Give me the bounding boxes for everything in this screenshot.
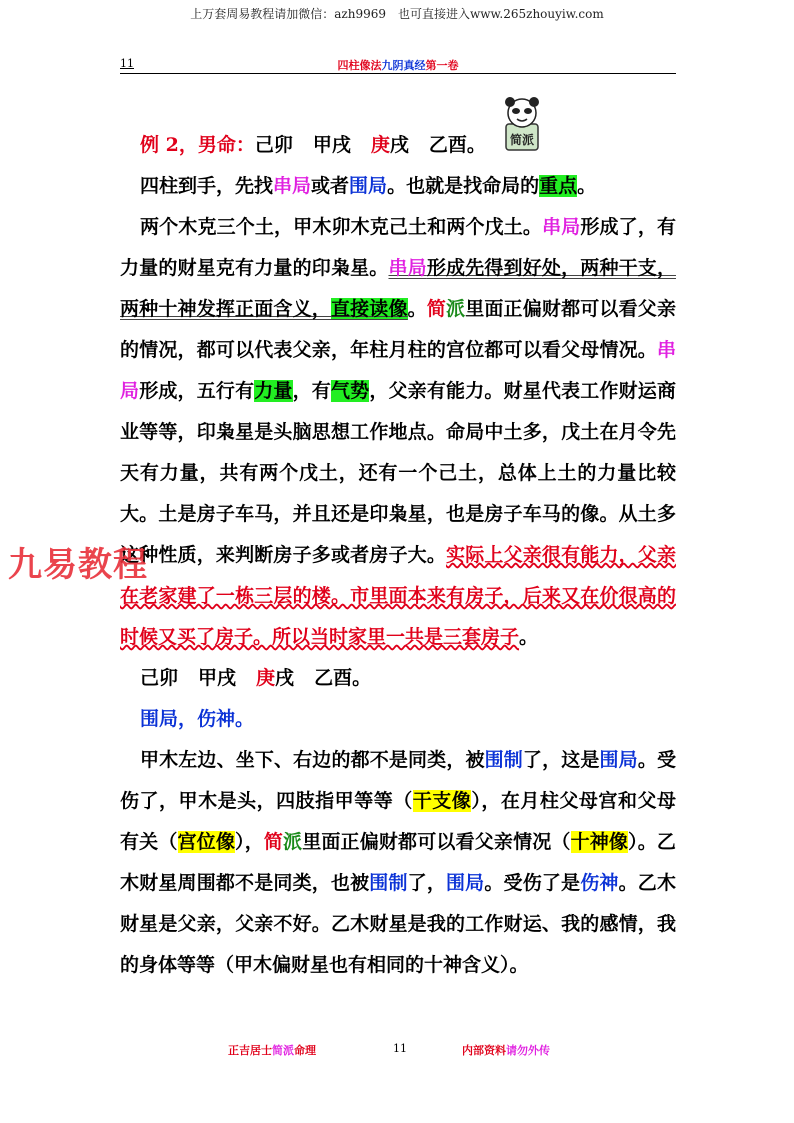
text: ）。乙木财星周围都不是同类，也被 [120,831,676,894]
paragraph-2 [120,207,676,658]
pillar-month: 甲戌 [198,667,237,689]
header-title-part-c: 第一卷 [425,59,459,72]
term-weiju: 围局 [599,749,638,771]
term-chuanju: 串局 [273,175,312,197]
header-title [120,57,676,73]
text: ，有 [292,380,331,402]
example-line [120,125,676,166]
term-palace-image: 宫位像 [177,831,236,853]
main-content [120,125,676,986]
pillar-day-branch: 戌 [275,667,295,689]
text: 甲木左边、坐下、右边的都不是同类，被 [140,749,485,771]
footer-right-a: 内部资料 [462,1044,506,1057]
underlined-text: ，两种干支，两种十神发挥正面含义， [120,257,676,320]
text: ）， [235,831,264,853]
footer-left-c: 命理 [294,1044,316,1057]
term-weizhi: 围制 [484,749,523,771]
term-strength: 力量 [254,380,293,402]
term-pai: 派 [283,831,303,853]
text: 。乙木财星是父亲，父亲不好。乙木财星是我的工作财运、我的感情，我的身体等等（甲木偏财星也有相同的十神含义）。 [120,872,676,976]
text: 。也就是找命局的 [387,175,540,197]
pillar-day-stem: 庚 [256,667,276,689]
text: 了， [407,872,446,894]
pillar-day-branch: 戌 [389,134,409,156]
text: 形成了，有力量的财星克有力量的印枭星。 [120,216,676,279]
subheading-weiju: 围局，伤神。 [140,708,255,730]
term-chuanju: 串局 [542,216,581,238]
text: 四柱到手，先找 [140,175,274,197]
term-momentum: 气势 [330,380,370,402]
footer-right [462,1042,550,1058]
text: ），在月柱父母宫和父母有关（ [120,790,676,853]
paragraph-1 [120,166,676,207]
pillar-year: 己卯 [140,667,179,689]
term-weiju: 围局 [349,175,388,197]
header-page-number: 11 [120,57,134,70]
footer-page-number: 11 [393,1042,407,1055]
pillar-hour: 乙酉。 [428,134,486,156]
term-chuanju: 串局 [388,257,427,279]
term-jian: 简 [426,298,447,320]
term-shangshen: 伤神 [580,872,619,894]
pillar-day-stem: 庚 [370,134,390,156]
top-watermark-note: 上万套周易教程请加微信：azh9969 也可直接进入www.265zhouyiw.com [190,7,604,21]
term-ganzhi-image: 干支像 [412,790,472,812]
paragraph-4 [120,740,676,986]
footer-left-a: 正吉居士 [228,1044,272,1057]
text: 里面正偏财都可以看父亲的情况，都可以代表父亲，年柱月柱的宫位都可以看父母情况。 [120,298,676,361]
mascot-label: 简派 [509,133,535,147]
text: 形成，五行有 [139,380,255,402]
term-weiju: 围局 [446,872,485,894]
text: 里面正偏财都可以看父亲情况（ [302,831,571,853]
footer-left [228,1042,316,1058]
term-key-point: 重点 [539,175,578,197]
example-label: 例 2，男命： [140,134,255,156]
underlined-text: 形成先得到好处 [426,257,562,279]
header-title-part-a: 四柱像法 [337,59,382,72]
text: 两个木克三个土，甲木卯木克己土和两个戊土。 [140,216,543,238]
text: 。受伤了，甲木是头，四肢指甲等等（ [120,749,676,812]
footer-right-b: 请勿外传 [506,1044,550,1057]
text: 。受伤了是 [484,872,581,894]
term-shishen-image: 十神像 [570,831,629,853]
header-title-part-b: 九阴真经 [381,59,426,72]
term-pai: 派 [446,298,466,320]
text: 。 [407,298,427,320]
term-chuanju: 串局 [120,339,676,402]
red-note: 实际上父亲很有能力，父亲在老家建了一栋三层的楼。市里面本来有房子，后来又在价很高的时候又买了房子。所以当时家里一共是三套房子 [120,544,676,648]
term-weizhi: 围制 [369,872,408,894]
text: 或者 [311,175,350,197]
text: 。 [577,175,597,197]
text: ，父亲有能力。财星代表工作财运商业等等，印枭星是头脑思想工作地点。命局中土多，戊土在月令先天有力量，共有两个戊土，还有一个己土，总体上土的力量比较大。土是房子车马，并且还是印枭星，也是房子车马的像。从土多这种性质，来判断房子多或者房子大。 [120,380,676,566]
term-direct-reading: 直接读像 [330,298,408,320]
footer-left-b: 简派 [272,1044,294,1057]
pillar-month: 甲戌 [312,134,351,156]
pillar-hour: 乙酉。 [314,667,372,689]
pillar-year: 己卯 [254,134,293,156]
text: 。 [519,626,539,648]
page-header [120,55,676,74]
term-jian: 简 [263,831,284,853]
watermark-logo: 九易教程 [8,545,148,585]
text: 了，这是 [522,749,600,771]
example-line-2 [120,658,676,699]
